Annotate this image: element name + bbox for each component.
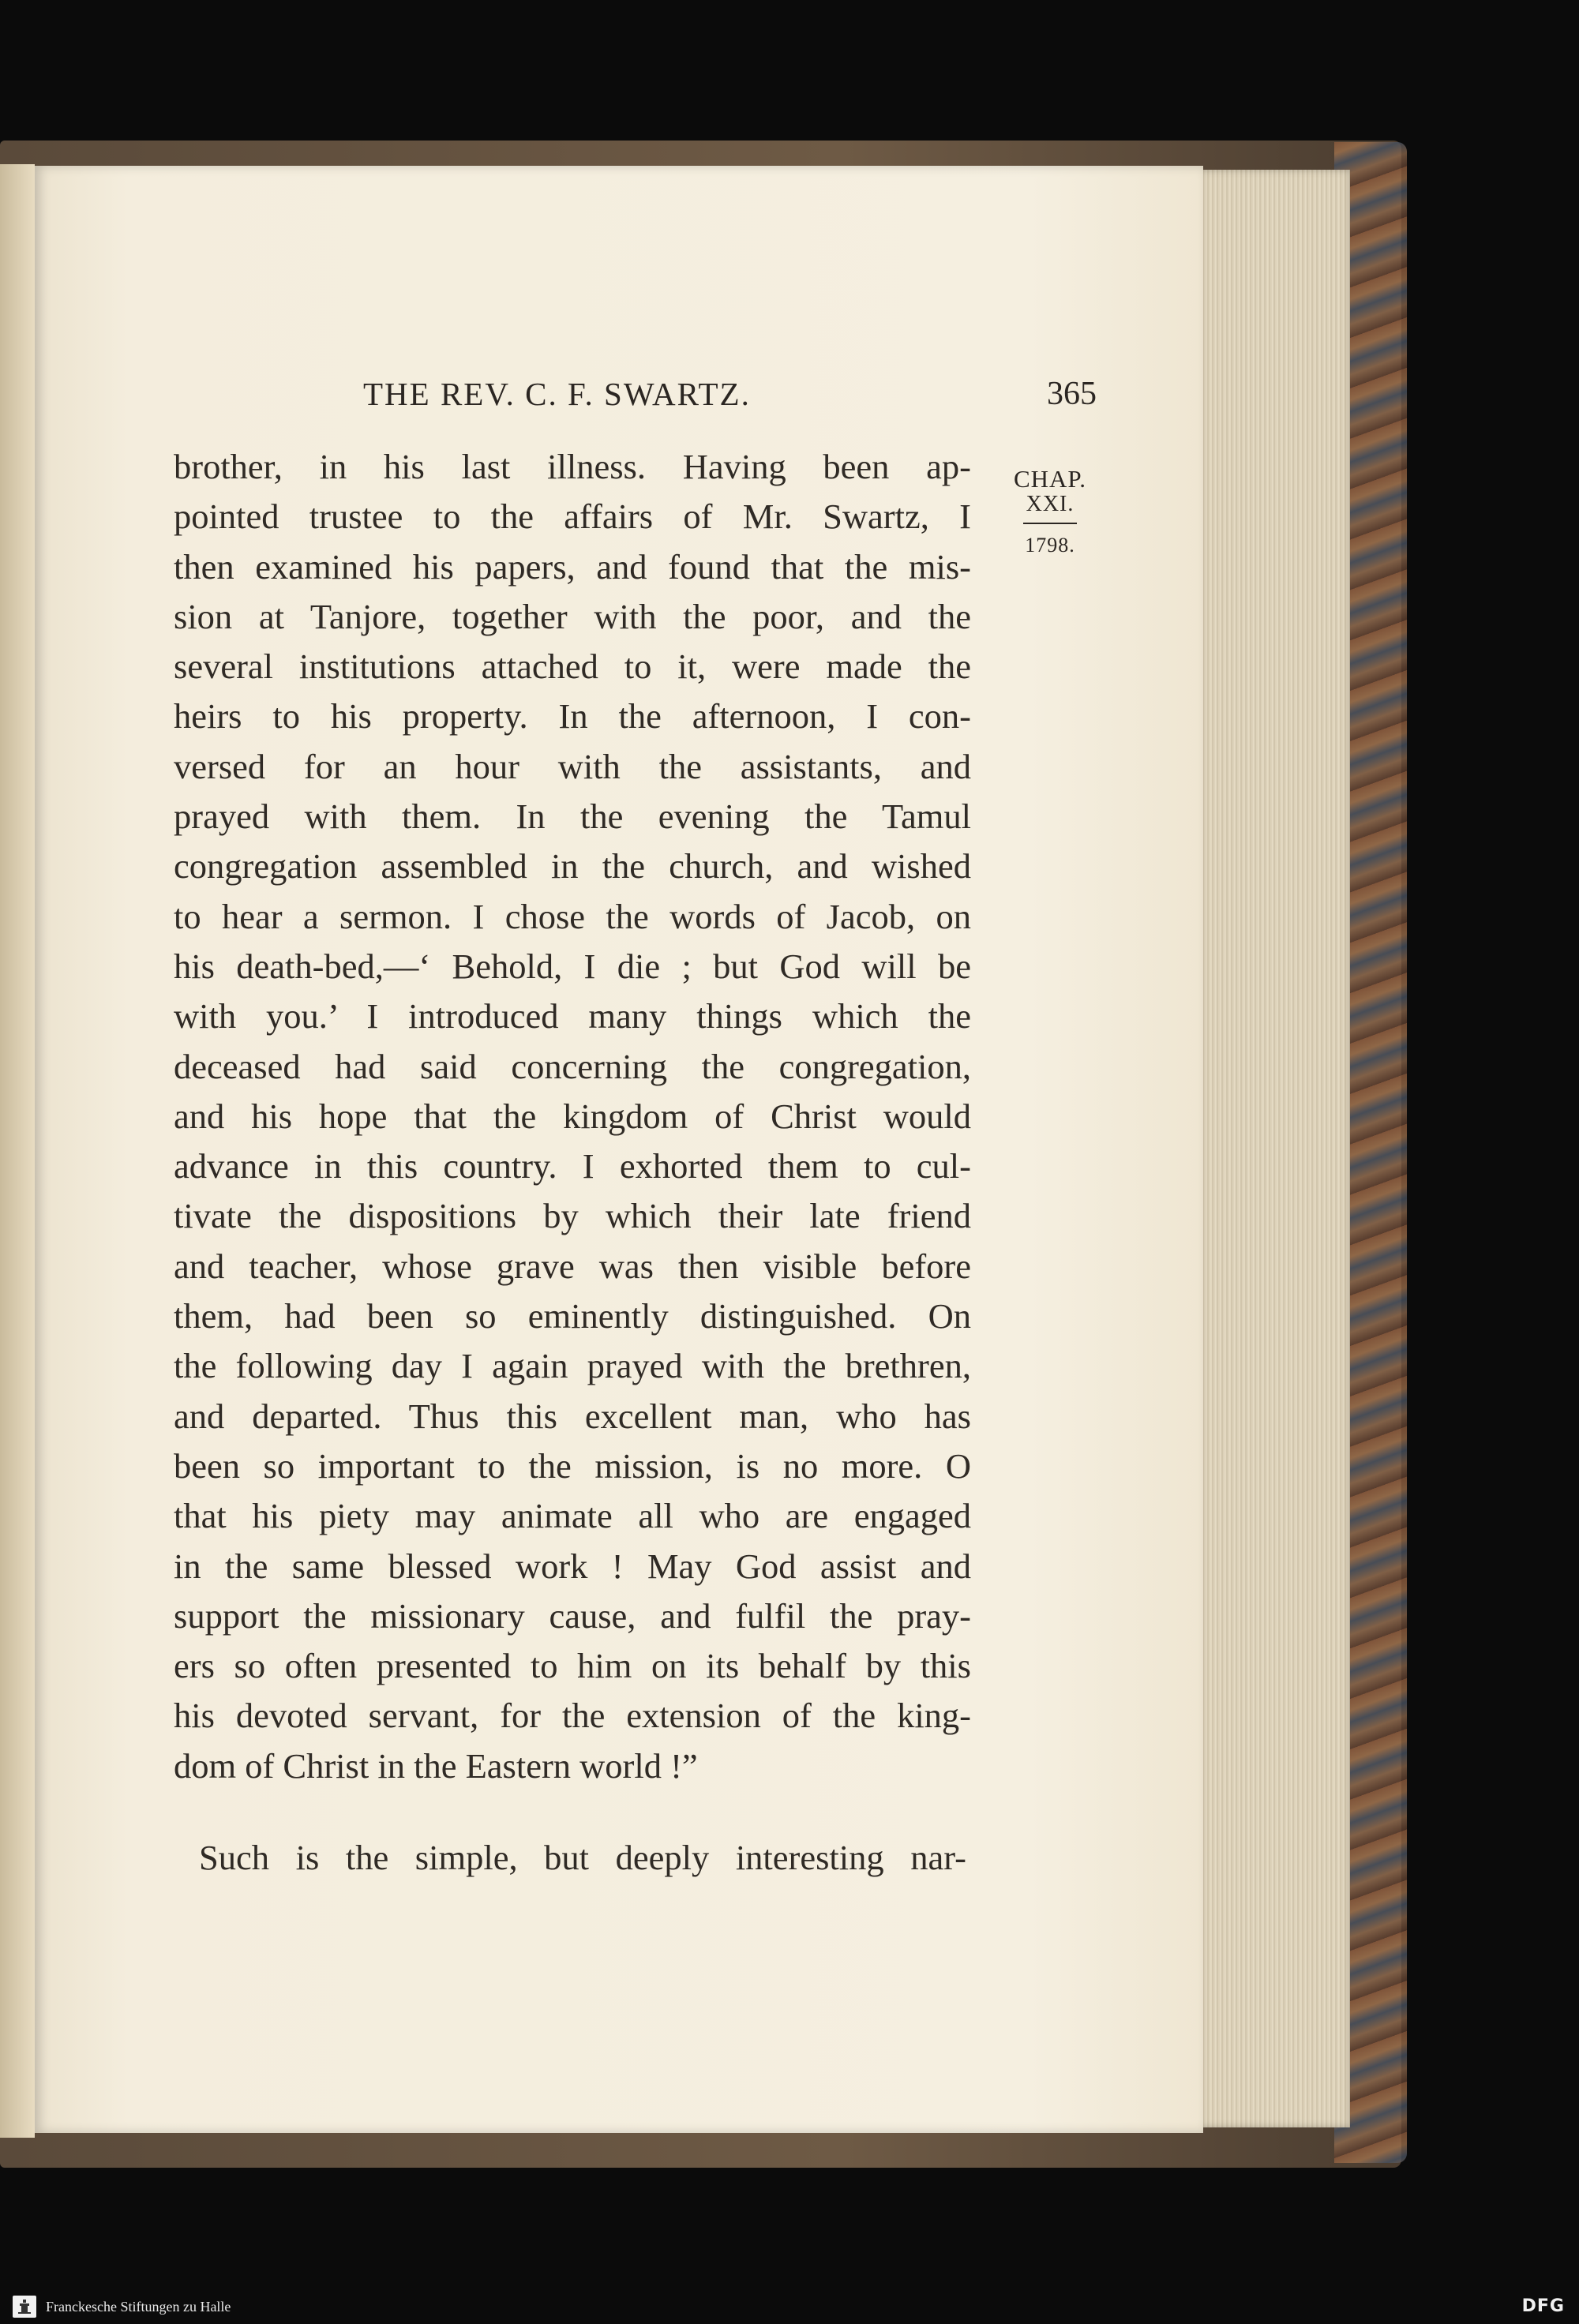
text-line: and departed. Thus this excellent man, who has [174, 1396, 971, 1436]
margin-rule [1023, 523, 1077, 524]
text-line: been so important to the mission, is no more. O [174, 1445, 971, 1486]
facing-page-edge [0, 164, 35, 2138]
margin-note [1003, 466, 1097, 557]
text-line: them, had been so eminently distinguished. On [174, 1296, 971, 1336]
page-block-edges [1200, 170, 1350, 2127]
text-line: in the same blessed work ! May God assist and [174, 1546, 971, 1586]
text-line: his devoted servant, for the extension of the king- [174, 1696, 971, 1736]
text-line: prayed with them. In the evening the Tamul [174, 797, 971, 837]
text-line: to hear a sermon. I chose the words of Jacob, on [174, 896, 971, 936]
text-line: and his hope that the kingdom of Christ would [174, 1096, 971, 1136]
text-line: versed for an hour with the assistants, and [174, 746, 971, 786]
text-line: then examined his papers, and found that the mis- [174, 546, 971, 587]
text-line: congregation assembled in the church, and wished [174, 846, 971, 886]
text-line: deceased had said concerning the congregation, [174, 1046, 971, 1086]
text-line: Such is the simple, but deeply interesting nar- [199, 1838, 966, 1877]
margin-chapter-number: XXI. [1026, 492, 1075, 516]
text-line: his death-bed,—‘ Behold, I die ; but God will be [174, 946, 971, 986]
text-line: advance in this country. I exhorted them to cul- [174, 1146, 971, 1186]
footer-bar [0, 2289, 1579, 2324]
text-line: several institutions attached to it, were made the [174, 647, 971, 687]
paragraph-2 [199, 1833, 966, 1883]
text-line: the following day I again prayed with the brethren, [174, 1346, 971, 1386]
text-line: dom of Christ in the Eastern world !” [174, 1745, 698, 1786]
text-line: heirs to his property. In the afternoon, I con- [174, 696, 971, 737]
dfg-logo: DFG [1521, 2296, 1565, 2316]
text-line: that his piety may animate all who are engaged [174, 1496, 971, 1536]
institution-logo-icon [13, 2296, 36, 2318]
text-line: pointed trustee to the affairs of Mr. Swartz, I [174, 497, 971, 537]
institution-name: Franckesche Stiftungen zu Halle [46, 2299, 231, 2315]
text-line: and teacher, whose grave was then visible before [174, 1246, 971, 1286]
text-line: tivate the dispositions by which their late friend [174, 1196, 971, 1236]
margin-chapter-label: CHAP. [1013, 465, 1086, 493]
text-line: brother, in his last illness. Having been ap- [174, 447, 971, 486]
text-line: sion at Tanjore, together with the poor, and the [174, 596, 971, 636]
paragraph-1 [174, 442, 971, 1791]
text-line: with you.’ I introduced many things which the [174, 996, 971, 1036]
margin-year: 1798. [1025, 534, 1075, 557]
page-number: 365 [1047, 376, 1097, 412]
running-head: THE REV. C. F. SWARTZ. [363, 376, 751, 412]
text-line: support the missionary cause, and fulfil the pray- [174, 1595, 971, 1636]
text-line: ers so often presented to him on its behalf by this [174, 1646, 971, 1686]
